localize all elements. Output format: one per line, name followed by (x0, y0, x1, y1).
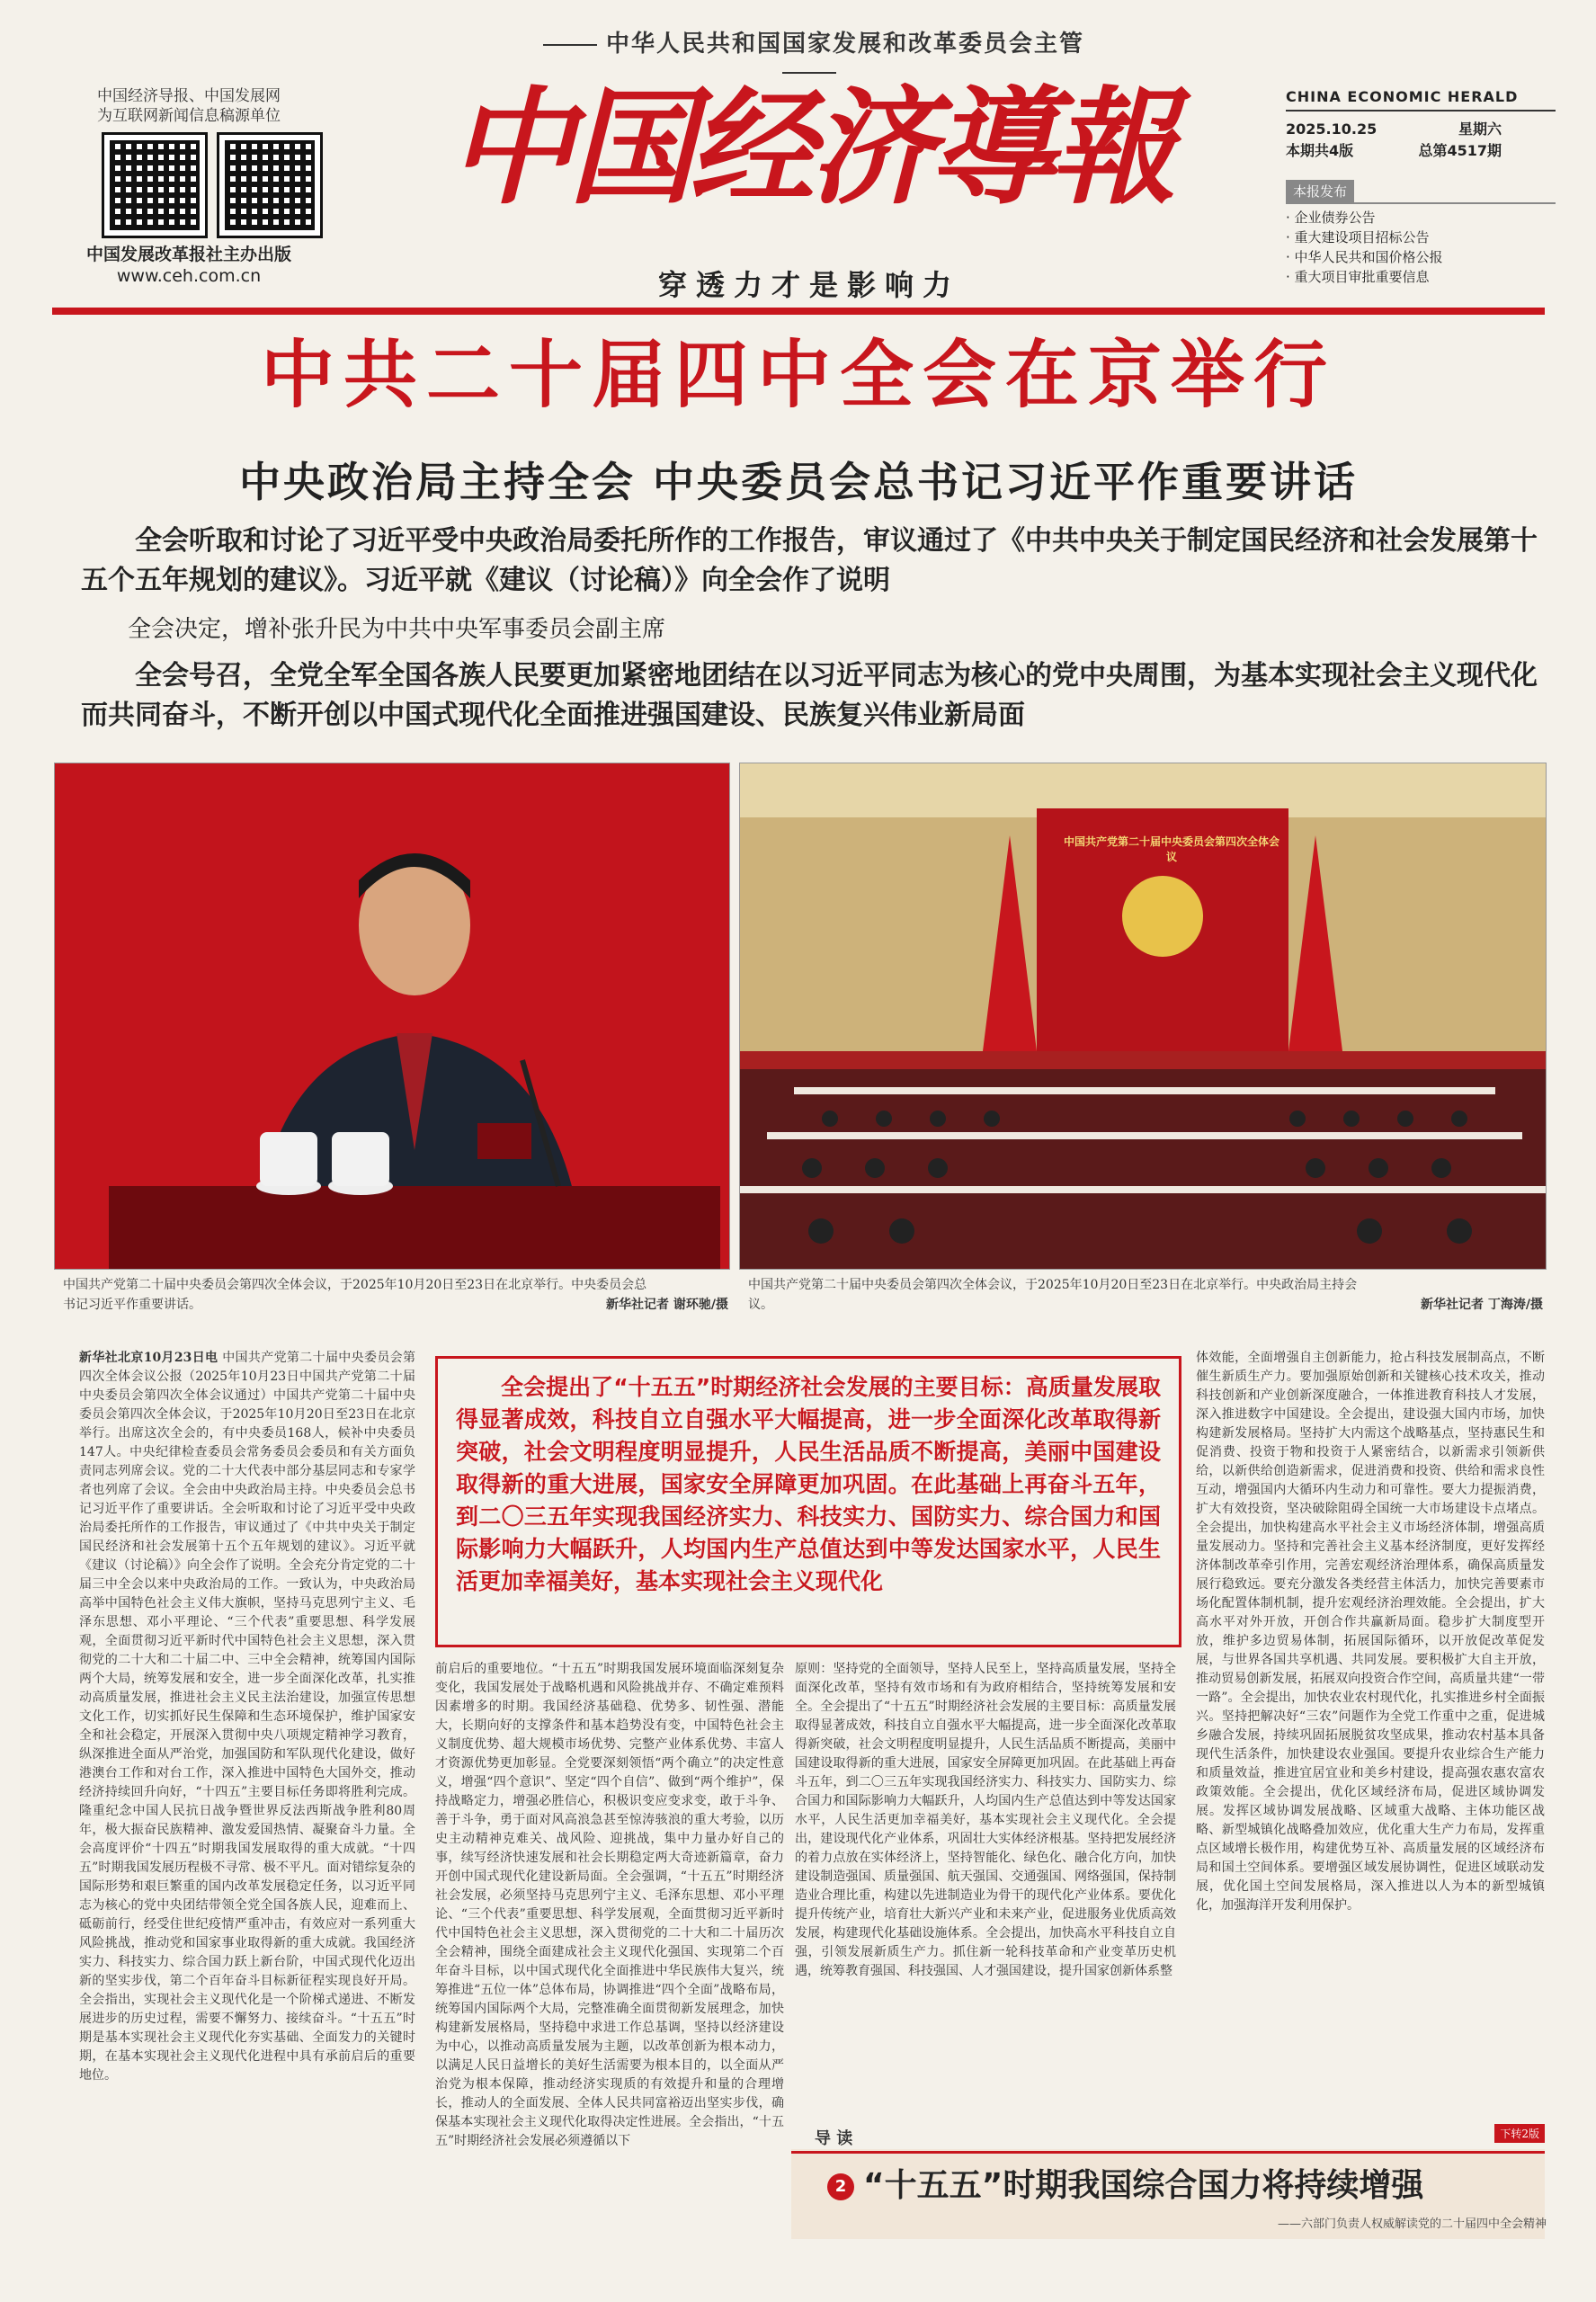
issue-info (1286, 86, 1556, 162)
notice-item[interactable]: · 重大建设项目招标公告 (1286, 228, 1556, 247)
guide-subtitle: ——六部门负责人权威解读党的二十届四中全会精神 (1277, 2217, 1547, 2231)
hall-banner: 中国共产党第二十届中央委员会第四次全体会议 (1064, 835, 1280, 863)
photo1-caption-text: 中国共产党第二十届中央委员会第四次全体会议，于2025年10月20日至23日在北京举行。中央委员会总书记习近平作重要讲话。 (63, 1278, 647, 1312)
speaker-illustration (55, 763, 729, 1269)
body-column-1 (79, 1349, 415, 2298)
organizer-text: 中国发展改革报社主办出版 (85, 245, 291, 264)
masthead-divider (52, 308, 1545, 315)
notice-item[interactable]: · 中华人民共和国价格公报 (1286, 247, 1556, 267)
lead-paragraph-1: 全会听取和讨论了习近平受中央政治局委托所作的工作报告，审议通过了《中共中央关于制定国民经济和社会发展第十五个五年规划的建议》。习近平就《建议（讨论稿）》向全会作了说明 (81, 525, 1538, 596)
main-headline: 中共二十届四中全会在京举行 (260, 333, 1336, 418)
issue-number: 总第4517期 (1418, 142, 1502, 159)
body-column-3: 原则：坚持党的全面领导，坚持人民至上，坚持高质量发展，坚持全面深化改革，坚持有效市场和有为政府相结合，坚持统筹发展和安全。全会提出了“十五五”时期经济社会发展的主要目标：高质量发展取得显著成效，科技自立自强水平大幅提高，进一步全面深化改革取得新突破，社会文明程度明显提升，人民生活品质不断提高，美丽中国建设取得新的重大进展，国家安全屏障更加巩固。在此基础上再奋斗五年，到二〇三五年实现我国经济实力、科技实力、国防实力、综合国力和国际影响力大幅跃升，人均国内生产总值达到中等发达国家水平，人民生活更加幸福美好，基本实现社会主义现代化。全会提出，建设现代化产业体系，巩固壮大实体经济根基。坚持把发展经济的着力点放在实体经济上，坚持智能化、绿色化、融合化方向，加快建设制造强国、质量强国、航天强国、交通强国、网络强国，保持制造业合理比重，构建以先进制造业为骨干的现代化产业体系。要优化提升传统产业，培育壮大新兴产业和未来产业，促进服务业优质高效发展，构建现代化基础设施体系。全会提出，加快高水平科技自立自强，引领发展新质生产力。抓住新一轮科技革命和产业变革历史机遇，统筹教育强国、科技强国、人才强国建设，提升国家创新体系整 (795, 1662, 1176, 1978)
subheadline: 中央政治局主持全会 中央委员会总书记习近平作重要讲话 (238, 458, 1358, 506)
guide-headline[interactable] (827, 2160, 1529, 2206)
supervisor-line: 中华人民共和国国家发展和改革委员会主管 (504, 25, 1115, 85)
notice-box (1286, 180, 1556, 287)
notice-item[interactable]: · 企业债券公告 (1286, 208, 1556, 228)
body-column-4: 体效能，全面增强自主创新能力，抢占科技发展制高点，不断催生新质生产力。要加强原始创新和关键核心技术攻关，推动科技创新和产业创新深度融合，一体推进教育科技人才发展，深入推进数字中国建设。全会提出，建设强大国内市场，加快构建新发展格局。坚持扩大内需这个战略基点，坚持惠民生和促消费、投资于物和投资于人紧密结合，以新需求引领新供给，以新供给创造新需求，促进消费和投资、供给和需求良性互动，增强国内大循环内生动力和可靠性。要大力提振消费，扩大有效投资，坚决破除阻碍全国统一大市场建设卡点堵点。全会提出，加快构建高水平社会主义市场经济体制，增强高质量发展动力。坚持和完善社会主义基本经济制度，更好发挥经济体制改革牵引作用，完善宏观经济治理体系，确保高质量发展行稳致远。要充分激发各类经营主体活力，加快完善要素市场化配置体制机制，提升宏观经济治理效能。全会提出，扩大高水平对外开放，开创合作共赢新局面。稳步扩大制度型开放，维护多边贸易体制，拓展国际循环，以开放促改革促发展，与世界各国共享机遇、共同发展。要积极扩大自主开放，推动贸易创新发展，拓展双向投资合作空间，高质量共建“一带一路”。全会提出，加快农业农村现代化，扎实推进乡村全面振兴。坚持把解决好“三农”问题作为全党工作重中之重，促进城乡融合发展，持续巩固拓展脱贫攻坚成果，推动农村基本具备现代生活条件，加快建设农业强国。要提升农业综合生产能力和质量效益，推进宜居宜业和美乡村建设，提高强农惠农富农政策效能。全会提出，优化区域经济布局，促进区域协调发展。发挥区域协调发展战略、区域重大战略、主体功能区战略、新型城镇化战略叠加效应，优化重大生产力布局，发挥重点区域增长极作用，构建优势互补、高质量发展的区域经济布局和国土空间体系。要增强区域发展协调性，促进区域联动发展，优化国土空间发展格局，深入推进以人为本的新型城镇化，加强海洋开发利用保护。 (1196, 1351, 1545, 1913)
slogan: 穿透力才是影响力 (657, 268, 960, 302)
plenary-hall-photo[interactable] (739, 763, 1547, 1270)
dateline: 新华社北京10月23日电 (79, 1351, 218, 1365)
guide-label: 导 读 (815, 2129, 853, 2148)
notice-list (1286, 202, 1556, 287)
website-link[interactable]: www.ceh.com.cn (116, 266, 262, 286)
key-goals-box: 全会提出了“十五五”时期经济社会发展的主要目标：高质量发展取得显著成效，科技自立自强水平大幅提高，进一步全面深化改革取得新突破，社会文明程度明显提升，人民生活品质不断提高，美丽中国建设取得新的重大进展，国家安全屏障更加巩固。在此基础上再奋斗五年，到二〇三五年实现我国经济实力、科技实力、国防实力、综合国力和国际影响力大幅跃升，人均国内生产总值达到中等发达国家水平，人民生活更加幸福美好，基本实现社会主义现代化 (435, 1356, 1181, 1647)
qr-code-2[interactable] (219, 135, 320, 236)
english-name: CHINA ECONOMIC HERALD (1286, 86, 1556, 112)
qr-code-1[interactable] (104, 135, 205, 236)
body-column-2: 前启后的重要地位。“十五五”时期我国发展环境面临深刻复杂变化，我国发展处于战略机遇和风险挑战并存、不确定难预料因素增多的时期。我国经济基础稳、优势多、韧性强、潜能大，长期向好的支撑条件和基本趋势没有变，中国特色社会主义制度优势、超大规模市场优势、完整产业体系优势、丰富人才资源优势更加彰显。全党要深刻领悟“两个确立”的决定性意义，增强“四个意识”、坚定“四个自信”、做到“两个维护”，保持战略定力，增强必胜信心，积极识变应变求变，敢于斗争、善于斗争，勇于面对风高浪急甚至惊涛骇浪的重大考验，以历史主动精神克难关、战风险、迎挑战，集中力量办好自己的事，续写经济快速发展和社会长期稳定两大奇迹新篇章，奋力开创中国式现代化建设新局面。全会强调，“十五五”时期经济社会发展，必须坚持马克思列宁主义、毛泽东思想、邓小平理论、“三个代表”重要思想、科学发展观，全面贯彻习近平新时代中国特色社会主义思想，深入贯彻党的二十大和二十届历次全会精神，围绕全面建成社会主义现代化强国、实现第二个百年奋斗目标，以中国式现代化全面推进中华民族伟大复兴，统筹推进“五位一体”总体布局，协调推进“四个全面”战略布局，统筹国内国际两个大局，完整准确全面贯彻新发展理念，加快构建新发展格局，坚持稳中求进工作总基调，坚持以经济建设为中心，以推动高质量发展为主题，以改革创新为根本动力，以满足人民日益增长的美好生活需要为根本目的，以全面从严治党为根本保障，推动经济实现质的有效提升和量的合理增长，推动人的全面发展、全体人民共同富裕迈出坚实步伐，确保基本实现社会主义现代化取得决定性进展。全会指出，“十五五”时期经济社会发展必须遵循以下 (435, 1662, 784, 2148)
left-brand-text: 中国经济导报、中国发展网 为互联网新闻信息稿源单位 (97, 87, 281, 125)
guide-page-number: 2 (827, 2173, 854, 2200)
issue-pages: 本期共4版 (1286, 142, 1354, 159)
photo1-credit: 新华社记者 谢环驰/摄 (606, 1298, 728, 1312)
notice-title: 本报发布 (1286, 180, 1354, 202)
guide-bar (791, 2124, 1545, 2154)
photo2-credit: 新华社记者 丁海涛/摄 (1421, 1298, 1543, 1312)
column-1-text: 中国共产党第二十届中央委员会第四次全体会议公报（2025年10月23日中国共产党第二十届中央委员会第四次全体会议通过）中国共产党第二十届中央委员会第四次全体会议，于2025年10月20日至23日在北京举行。出席这次全会的，有中央委员168人，候补中央委员147人。中央纪律检查委员会常务委员会委员和有关方面负责同志列席会议。党的二十大代表中部分基层同志和专家学者也列席了会议。全会由中央政治局主持。中央委员会总书记习近平作了重要讲话。全会听取和讨论了习近平受中央政治局委托所作的工作报告，审议通过了《中共中央关于制定国民经济和社会发展第十五个五年规划的建议》。习近平就《建议（讨论稿）》向全会作了说明。全会充分肯定党的二十届三中全会以来中央政治局的工作。一致认为，中央政治局高举中国特色社会主义伟大旗帜，坚持马克思列宁主义、毛泽东思想、邓小平理论、“三个代表”重要思想、科学发展观，全面贯彻习近平新时代中国特色社会主义思想，深入贯彻党的二十大和二十届二中、三中全会精神，统筹国内国际两个大局，统筹发展和安全，进一步全面深化改革，扎实推动高质量发展，推进社会主义民主法治建设，加强宣传思想文化工作，切实抓好民生保障和生态环境保护，维护国家安全和社会稳定，开展深入贯彻中央八项规定精神学习教育，纵深推进全面从严治党，加强国防和军队现代化建设，做好港澳台工作和对台工作，深入推进中国特色大国外交，推动经济持续回升向好，“十四五”主要目标任务即将胜利完成。隆重纪念中国人民抗日战争暨世界反法西斯战争胜利80周年，极大振奋民族精神、激发爱国热情、凝聚奋斗力量。全会高度评价“十四五”时期我国发展取得的重大成就。“十四五”时期我国发展历程极不寻常、极不平凡。面对错综复杂的国际形势和艰巨繁重的国内改革发展稳定任务，以习近平同志为核心的党中央团结带领全党全国各族人民，迎难而上、砥砺前行，经受住世纪疫情严重冲击，有效应对一系列重大风险挑战，推动党和国家事业取得新的重大成就。我国经济实力、科技实力、综合国力跃上新台阶，中国式现代化迈出新的坚实步伐，第二个百年奋斗目标新征程实现良好开局。全会指出，实现社会主义现代化是一个阶梯式递进、不断发展进步的历史过程，需要不懈努力、接续奋斗。“十五五”时期是基本实现社会主义现代化夯实基础、全面发力的关键时期，在基本实现社会主义现代化进程中具有承前启后的重要地位。 (79, 1351, 415, 2083)
lead-paragraph-3: 全会号召，全党全军全国各族人民要更加紧密地团结在以习近平同志为核心的党中央周围，为基本实现社会主义现代化而共同奋斗，不断开创以中国式现代化全面推进强国建设、民族复兴伟业新局面 (81, 660, 1538, 731)
lead-paragraph-2: 全会决定，增补张升民为中共中央军事委员会副主席 (128, 616, 666, 643)
continued-page-mark[interactable]: 下转2版 (1494, 2124, 1545, 2143)
issue-date: 2025.10.25 (1286, 120, 1378, 138)
guide-headline-text: “十五五”时期我国综合国力将持续增强 (863, 2167, 1424, 2204)
issue-weekday: 星期六 (1458, 120, 1502, 138)
photo2-caption: 中国共产党第二十届中央委员会第四次全体会议，于2025年10月20日至23日在北京举行。中央政治局主持会议。 (748, 1278, 1358, 1312)
speaker-photo[interactable] (54, 763, 730, 1270)
newspaper-logo: 中国经济導報 (447, 75, 1171, 222)
notice-item[interactable]: · 重大项目审批重要信息 (1286, 267, 1556, 287)
